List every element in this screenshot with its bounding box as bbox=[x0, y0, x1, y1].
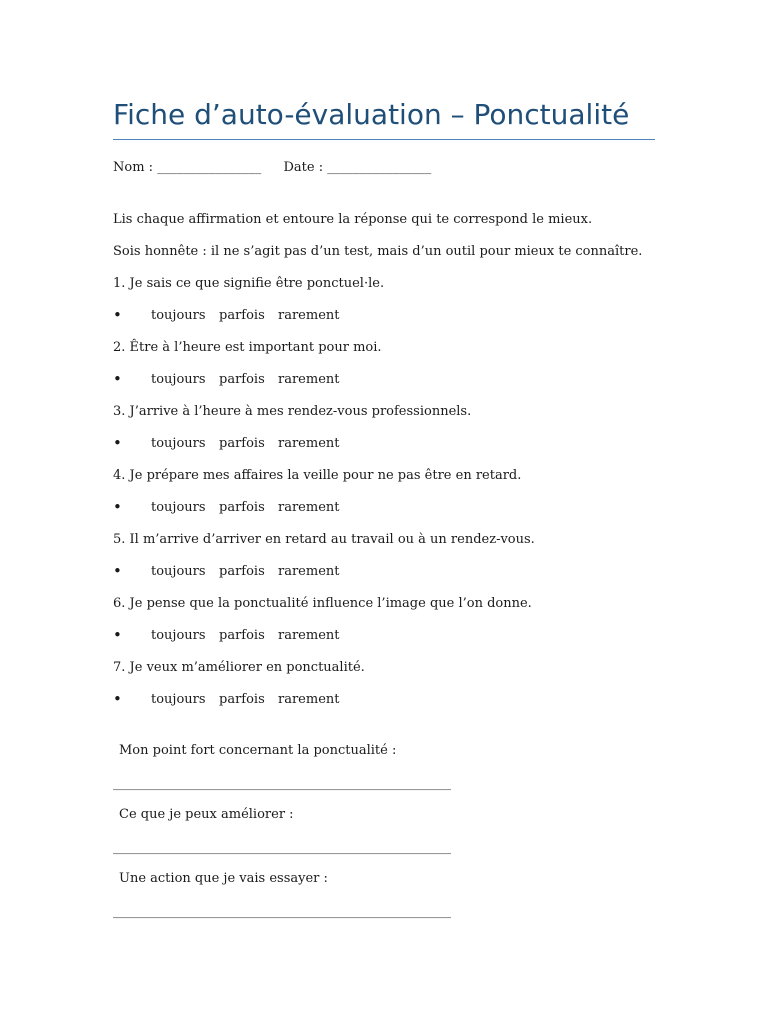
bullet-icon: • bbox=[113, 690, 122, 708]
bullet-icon: • bbox=[113, 306, 122, 324]
reflection-label-action: Une action que je vais essayer : bbox=[119, 871, 328, 886]
date-label: Date : bbox=[283, 160, 324, 175]
question-text: 6. Je pense que la ponctualité influence l’image que l’on donne. bbox=[113, 596, 532, 611]
page-title: Fiche d’auto-évaluation – Ponctualité bbox=[113, 98, 630, 131]
bullet-icon: • bbox=[113, 626, 122, 644]
option-toujours: toujours bbox=[151, 628, 206, 643]
question-text: 3. J’arrive à l’heure à mes rendez-vous professionnels. bbox=[113, 404, 472, 419]
option-toujours: toujours bbox=[151, 500, 206, 515]
option-rarement: rarement bbox=[278, 372, 340, 387]
bullet-icon: • bbox=[113, 498, 122, 516]
bullet-icon: • bbox=[113, 434, 122, 452]
option-toujours: toujours bbox=[151, 308, 206, 323]
identity-fields bbox=[113, 160, 431, 176]
nom-blank-line: ________________ bbox=[157, 160, 262, 175]
instruction-text: Lis chaque affirmation et entoure la réponse qui te correspond le mieux. bbox=[113, 212, 593, 227]
question-text: 4. Je prépare mes affaires la veille pour ne pas être en retard. bbox=[113, 468, 522, 483]
option-toujours: toujours bbox=[151, 436, 206, 451]
reflection-blank-line: ____________________________________________________ bbox=[113, 840, 451, 855]
option-rarement: rarement bbox=[278, 436, 340, 451]
question-text: 7. Je veux m’améliorer en ponctualité. bbox=[113, 660, 365, 675]
reflection-label-strength: Mon point fort concernant la ponctualité : bbox=[119, 743, 397, 758]
question-text: 1. Je sais ce que signifie être ponctuel·le. bbox=[113, 276, 385, 291]
option-parfois: parfois bbox=[219, 628, 265, 643]
option-parfois: parfois bbox=[219, 372, 265, 387]
option-parfois: parfois bbox=[219, 500, 265, 515]
option-toujours: toujours bbox=[151, 692, 206, 707]
option-parfois: parfois bbox=[219, 436, 265, 451]
option-rarement: rarement bbox=[278, 628, 340, 643]
option-rarement: rarement bbox=[278, 564, 340, 579]
question-text: 2. Être à l’heure est important pour moi. bbox=[113, 340, 382, 355]
option-rarement: rarement bbox=[278, 308, 340, 323]
option-rarement: rarement bbox=[278, 500, 340, 515]
option-parfois: parfois bbox=[219, 692, 265, 707]
option-toujours: toujours bbox=[151, 372, 206, 387]
bullet-icon: • bbox=[113, 370, 122, 388]
reflection-blank-line: ____________________________________________________ bbox=[113, 904, 451, 919]
reflection-label-improve: Ce que je peux améliorer : bbox=[119, 807, 294, 822]
nom-label: Nom : bbox=[113, 160, 154, 175]
instruction-text: Sois honnête : il ne s’agit pas d’un test, mais d’un outil pour mieux te connaître. bbox=[113, 244, 643, 259]
option-toujours: toujours bbox=[151, 564, 206, 579]
reflection-blank-line: ____________________________________________________ bbox=[113, 776, 451, 791]
option-rarement: rarement bbox=[278, 692, 340, 707]
bullet-icon: • bbox=[113, 562, 122, 580]
option-parfois: parfois bbox=[219, 564, 265, 579]
question-text: 5. Il m’arrive d’arriver en retard au travail ou à un rendez-vous. bbox=[113, 532, 535, 547]
option-parfois: parfois bbox=[219, 308, 265, 323]
date-blank-line: ________________ bbox=[327, 160, 432, 175]
title-underline bbox=[113, 139, 655, 140]
